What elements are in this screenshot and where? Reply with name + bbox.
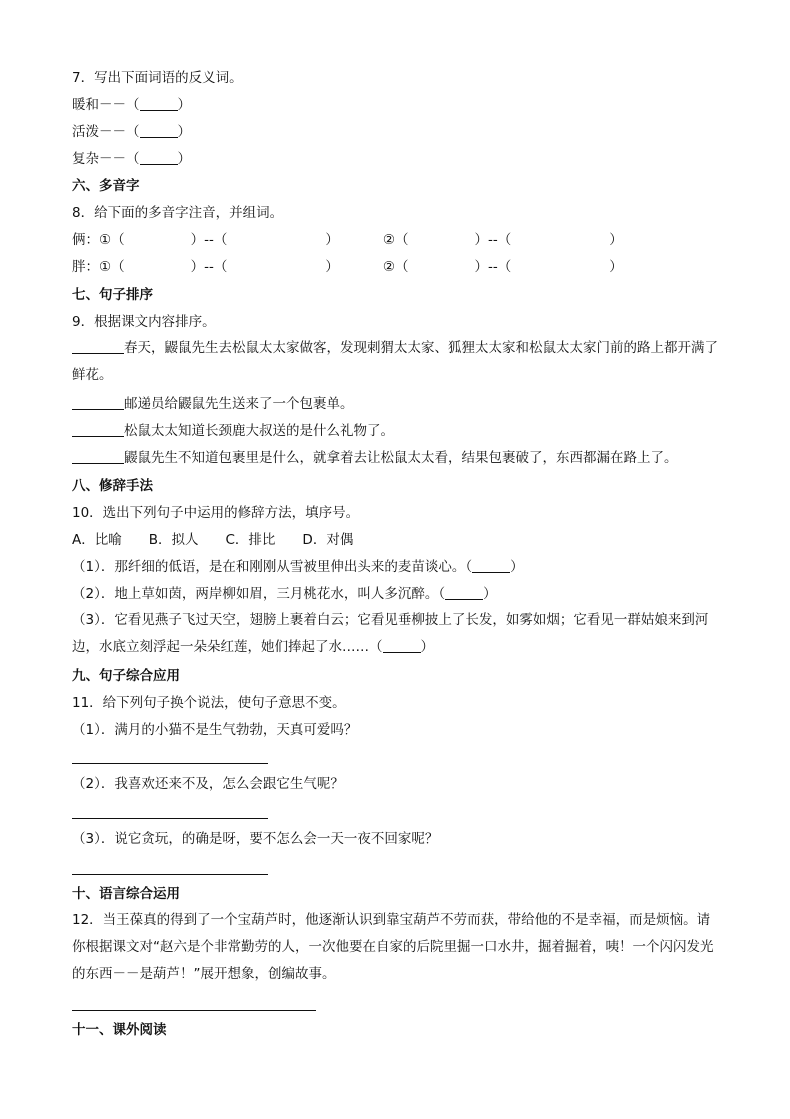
answer-line[interactable]	[72, 1010, 316, 1011]
answer-blank[interactable]	[140, 150, 178, 165]
q10-item-1: （1）．那纤细的低语，是在和刚刚从雪被里伸出头来的麦苗谈心。（ ）	[72, 559, 524, 575]
q7-item-2: 活泼－－（ ）	[72, 124, 191, 140]
answer-blank[interactable]	[72, 339, 124, 354]
q9-title: 9．根据课文内容排序。	[72, 314, 216, 330]
answer-blank[interactable]	[445, 585, 483, 600]
q10-item-3: （3）．它看见燕子飞过天空，翅膀上裹着白云；它看见垂柳披上了长发，如雾如烟；它看见一群姑娘来到河边，水底立刻浮起一朵朵红莲，她们捧起了水……（ ）	[72, 612, 709, 655]
q7-title: 7．写出下面词语的反义词。	[72, 70, 243, 86]
section-heading-7: 七、句子排序	[72, 287, 153, 303]
section-heading-9: 九、句子综合应用	[72, 668, 180, 684]
q12-text: 12．当王葆真的得到了一个宝葫芦时，他逐渐认识到靠宝葫芦不劳而获，带给他的不是幸福，而是烦恼。请你根据课文对“赵六是个非常勤劳的人，一次他要在自家的后院里掘一口水井，掘着掘着，咦！一个闪闪发光的东西－－是葫芦！”展开想象，创编故事。	[72, 912, 714, 982]
q11-title: 11．给下列句子换个说法，使句子意思不变。	[72, 695, 346, 711]
answer-line[interactable]	[72, 818, 268, 819]
q10-options: A．比喻 B．拟人 C．排比 D．对偶	[72, 532, 354, 548]
q9-item-3: 松鼠太太知道长颈鹿大叔送的是什么礼物了。	[72, 421, 394, 441]
section-heading-8: 八、修辞手法	[72, 478, 153, 494]
q7-item-3: 复杂－－（ ）	[72, 151, 191, 167]
answer-blank[interactable]	[140, 123, 178, 138]
section-heading-6: 六、多音字	[72, 178, 140, 194]
q9-item-4: 鼹鼠先生不知道包裹里是什么，就拿着去让松鼠太太看，结果包裹破了，东西都漏在路上了。	[72, 448, 678, 468]
q7-item-1: 暖和－－（ ）	[72, 97, 191, 113]
q11-item-3: （3）．说它贪玩，的确是呀，要不怎么会一天一夜不回家呢？	[72, 831, 439, 847]
answer-blank[interactable]	[383, 638, 421, 653]
q9-item-2: 邮递员给鼹鼠先生送来了一个包裹单。	[72, 394, 354, 414]
section-heading-11: 十一、课外阅读	[72, 1022, 167, 1038]
q8-row-2: 胖：①（ ）--（ ） ②（ ）--（ ）	[72, 259, 623, 275]
section-heading-10: 十、语言综合运用	[72, 886, 180, 902]
q9-item-1: 春天，鼹鼠先生去松鼠太太家做客，发现刺猬太太家、狐狸太太家和松鼠太太家门前的路上都开满了鲜花。	[72, 340, 718, 383]
answer-blank[interactable]	[72, 422, 124, 437]
q11-item-1: （1）．满月的小猫不是生气勃勃，天真可爱吗？	[72, 722, 358, 738]
q10-item-2: （2）．地上草如茵，两岸柳如眉，三月桃花水，叫人多沉醉。（ ）	[72, 586, 497, 602]
answer-blank[interactable]	[140, 96, 178, 111]
q8-title: 8．给下面的多音字注音，并组词。	[72, 205, 284, 221]
q8-row-1: 俩：①（ ）--（ ） ②（ ）--（ ）	[72, 232, 623, 248]
answer-blank[interactable]	[72, 449, 124, 464]
answer-line[interactable]	[72, 874, 268, 875]
answer-blank[interactable]	[472, 558, 510, 573]
q10-title: 10．选出下列句子中运用的修辞方法，填序号。	[72, 505, 360, 521]
answer-line[interactable]	[72, 763, 268, 764]
answer-blank[interactable]	[72, 395, 124, 410]
q11-item-2: （2）．我喜欢还来不及，怎么会跟它生气呢？	[72, 776, 344, 792]
